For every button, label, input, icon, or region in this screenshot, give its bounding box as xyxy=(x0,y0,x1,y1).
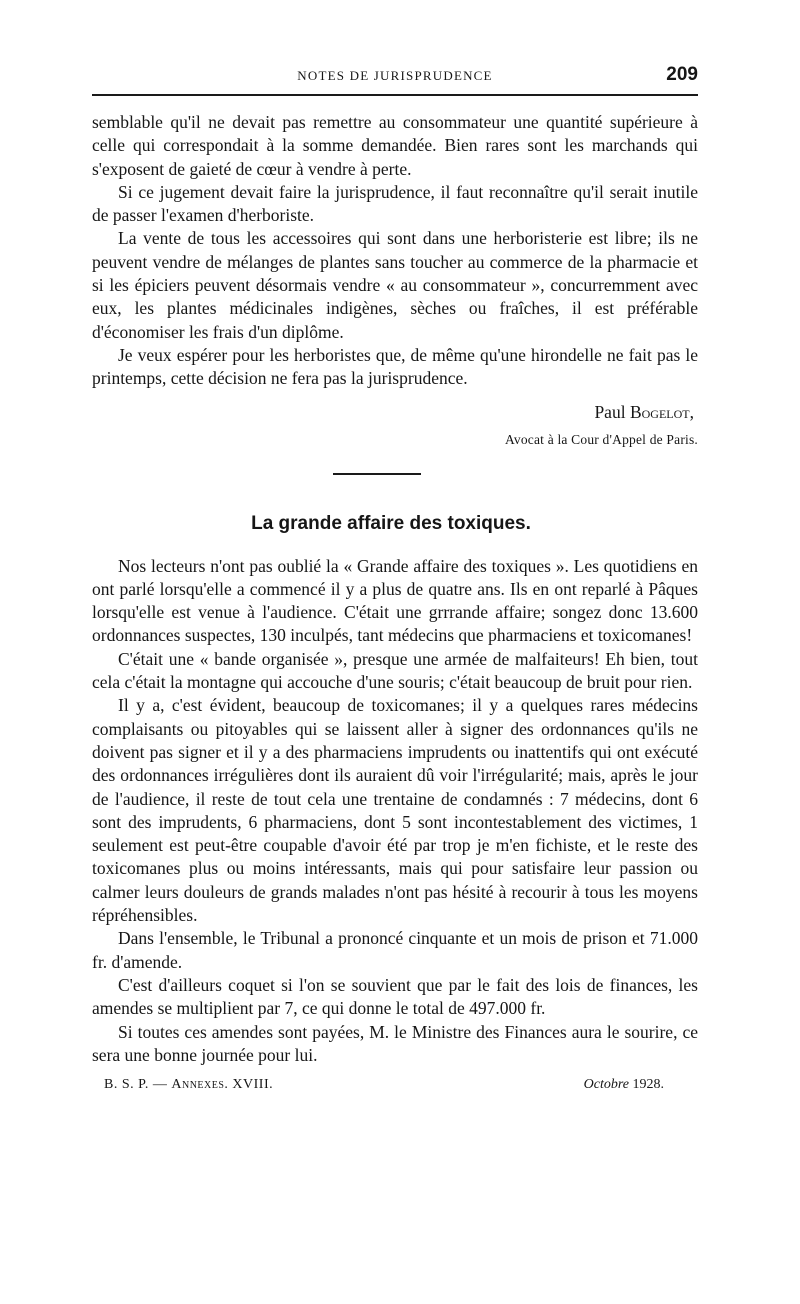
paragraph: C'est d'ailleurs coquet si l'on se souvient que par le fait des lois de finances, les amendes se multiplient par 7, ce qui donne le total de 497.000 fr. xyxy=(92,974,698,1019)
paragraph: Il y a, c'est évident, beaucoup de toxicomanes; il y a quelques rares médecins complaisants ou pitoyables qui se laissent aller à signer des ordonnances qu'ils ne doivent pas signer et il y a des pharmaciens imprudents ou inattentifs qui ont exécuté des ordonnances irrégulières dont ils auraient dû voir l'irrégularité; mais, après le jour de l'audience, il reste de tout cela une trentaine de condamnés : 7 médecins, dont 6 sont des imprudents, 6 pharmaciens, dont 5 sont incontestablement des victimes, 1 seulement est peut-être coupable d'avoir été par trop je m'en fichiste, et le reste des toxicomanes plus ou moins intéressants, mais qui pour satisfaire leur passion ou calmer leurs douleurs de grands malades n'ont pas hésité à recourir à tous les moyens répréhensibles. xyxy=(92,695,698,926)
paragraph: Dans l'ensemble, le Tribunal a prononcé cinquante et un mois de prison et 71.000 fr. d'amende. xyxy=(92,928,698,972)
paragraph: Je veux espérer pour les herboristes que, de même qu'une hirondelle ne fait pas le printemps, cette décision ne fera pas la jurisprudence. xyxy=(92,344,698,389)
author-last-name: Bogelot, xyxy=(629,401,694,422)
first-article-body xyxy=(92,111,698,391)
running-title: NOTES DE JURISPRUDENCE xyxy=(297,68,493,83)
author-first-name: Paul xyxy=(594,401,626,422)
paragraph: C'était une « bande organisée », presque une armée de malfaiteurs! Eh bien, tout cela c'était la montagne qui accouche d'une souris; c'était beaucoup de bruit pour rien. xyxy=(92,648,698,693)
page-footer xyxy=(92,1077,698,1099)
footer-publication xyxy=(104,1077,273,1093)
author-name xyxy=(594,402,698,422)
author-signature xyxy=(92,400,698,452)
header-rule xyxy=(92,94,698,96)
page xyxy=(92,64,698,1099)
article-title: La grande affaire des toxiques. xyxy=(251,512,531,534)
footer-date xyxy=(584,1077,664,1093)
paragraph: La vente de tous les accessoires qui sont dans une herboristerie est libre; ils ne peuvent vendre de mélanges de plantes sans toucher au commerce de la pharmacie et si les épiciers peuvent désormais vendre « au consommateur », concurremment avec eux, les plantes médicinales indigènes, sèches ou fraîches, il est préférable d'économiser les frais d'un diplôme. xyxy=(92,228,698,342)
second-article-body xyxy=(92,555,698,1068)
paragraph: Nos lecteurs n'ont pas oublié la « Grande affaire des toxiques ». Les quotidiens en ont parlé lorsqu'elle a commencé il y a plus de quatre ans. Ils en ont reparlé à Pâques lorsqu'elle est venue à l'audience. C'était une grrrande affaire; songez donc 13.600 ordonnances suspectes, 130 inculpés, tant médecins que pharmaciens et toxicomanes! xyxy=(92,555,698,646)
footer-prefix: B. S. P. — xyxy=(104,1077,172,1093)
paragraph: Si toutes ces amendes sont payées, M. le Ministre des Finances aura le sourire, ce sera une bonne journée pour lui. xyxy=(92,1021,698,1065)
page-number: 209 xyxy=(666,64,698,85)
footer-year: 1928. xyxy=(629,1077,664,1093)
footer-month: Octobre xyxy=(583,1077,629,1093)
paragraph: Si ce jugement devait faire la jurisprudence, il faut reconnaître qu'il serait inutile de passer l'examen d'herboriste. xyxy=(92,181,698,226)
footer-annexes: Annexes xyxy=(171,1077,225,1093)
running-header xyxy=(92,64,698,88)
paragraph: semblable qu'il ne devait pas remettre au consommateur une quantité supérieure à celle qui correspondait à la somme demandée. Bien rares sont les marchands qui s'exposent de gaieté de cœur à vendre à perte. xyxy=(92,112,698,179)
footer-volume: . XVIII. xyxy=(224,1077,274,1093)
author-title: Avocat à la Cour d'Appel de Paris. xyxy=(504,431,698,447)
section-divider xyxy=(333,473,421,475)
